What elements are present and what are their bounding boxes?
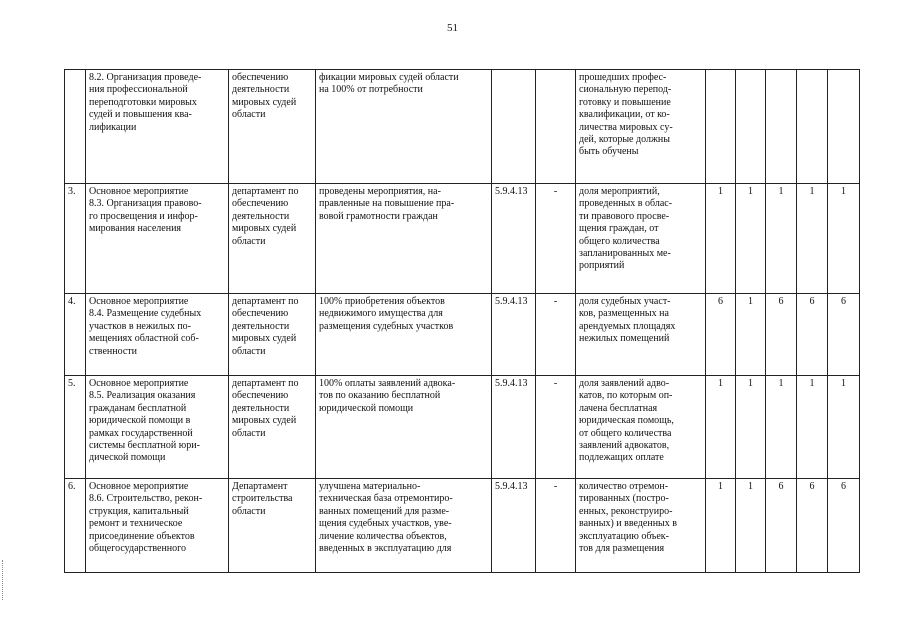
measure-cell [86,184,229,294]
executor-cell [229,376,316,479]
indicator-text: доля судебных участ- ков, размещенных на арендуемых площадях нежилых помещений [579,296,676,345]
measures-table [64,69,860,573]
indicator-cell [576,184,706,294]
value-cell: 1 [706,184,736,294]
row-number: 6. [65,479,86,573]
value-cell: 1 [736,376,766,479]
executor-cell [229,479,316,573]
table-row [65,376,860,479]
page-number: 51 [447,22,458,34]
row-number: 4. [65,294,86,376]
result-cell [316,479,492,573]
value-cell: 1 [736,184,766,294]
executor-text: Департамент строительства области [232,481,293,517]
result-text: 100% оплаты заявлений адвока- тов по оказанию бесплатной юридической помощи [319,378,456,414]
dash-cell: - [536,479,576,573]
table-row [65,294,860,376]
executor-cell [229,294,316,376]
indicator-text: прошедших профес- сиональную перепод- готовку и повышение квалификации, от ко- личества мировых су- дей, которые должны быть обучены [579,72,673,158]
code-cell [492,70,536,184]
row-number [65,70,86,184]
result-text: 100% приобретения объектов недвижимого имущества для размещения судебных участков [319,296,454,332]
executor-text: департамент по обеспечению деятельности мировых судей области [232,296,299,357]
executor-text: департамент по обеспечению деятельности мировых судей области [232,186,299,247]
table-row [65,479,860,573]
value-cell [797,70,828,184]
result-cell [316,70,492,184]
value-cell: 6 [828,294,860,376]
result-text: проведены мероприятия, на- правленные на повышение пра- вовой грамотности граждан [319,186,455,222]
result-cell [316,294,492,376]
value-cell [766,70,797,184]
indicator-cell [576,294,706,376]
table-row [65,70,860,184]
code-cell: 5.9.4.13 [492,376,536,479]
measure-cell [86,376,229,479]
indicator-cell [576,376,706,479]
dash-cell: - [536,294,576,376]
dash-cell: - [536,376,576,479]
result-cell [316,376,492,479]
row-number: 3. [65,184,86,294]
result-text: фикации мировых судей области на 100% от потребности [319,72,459,96]
measure-text: 8.2. Организация проведе- ния профессиональной переподготовки мировых судей и повышения ква- лификации [89,72,202,133]
result-text: улучшена материально- техническая база отремонтиро- ванных помещений для разме- щения судебных участков, уве- личение количества объектов, введенных в эксплуатацию для [319,481,453,555]
measure-text: Основное мероприятие 8.4. Размещение судебных участков в нежилых по- мещениях областной соб- ственности [89,296,202,357]
executor-text: департамент по обеспечению деятельности мировых судей области [232,378,299,439]
value-cell: 6 [766,479,797,573]
value-cell: 1 [828,184,860,294]
measure-text: Основное мероприятие 8.5. Реализация оказания гражданам бесплатной юридической помощи в рамках государственной системы бесплатной юри- дической помощи [89,378,200,464]
value-cell: 1 [736,294,766,376]
value-cell: 1 [766,184,797,294]
value-cell: 6 [706,294,736,376]
value-cell [828,70,860,184]
measure-cell [86,479,229,573]
result-cell [316,184,492,294]
indicator-text: доля мероприятий, проведенных в облас- ти правового просве- щения граждан, от общего количества запланированных ме- роприятий [579,186,673,272]
value-cell: 6 [828,479,860,573]
value-cell: 6 [766,294,797,376]
measure-text: Основное мероприятие 8.6. Строительство, рекон- струкция, капитальный ремонт и техническое присоединение объектов общегосударственного [89,481,203,555]
value-cell: 6 [797,294,828,376]
indicator-cell [576,70,706,184]
indicator-text: доля заявлений адво- катов, по которым оп- лачена бесплатная юридическая помощь, от общего количества заявлений адвокатов, подлежащих оплате [579,378,674,464]
indicator-cell [576,479,706,573]
table-row [65,184,860,294]
row-number: 5. [65,376,86,479]
value-cell: 1 [797,376,828,479]
executor-cell [229,70,316,184]
indicator-text: количество отремон- тированных (постро- енных, реконструиро- ванных) и введенных в эксплуатацию объек- тов для размещения [579,481,677,555]
measure-text: Основное мероприятие 8.3. Организация правово- го просвещения и инфор- мирования населения [89,186,202,235]
measure-cell [86,294,229,376]
value-cell [706,70,736,184]
code-cell: 5.9.4.13 [492,479,536,573]
scan-edge-mark [2,560,5,600]
dash-cell: - [536,184,576,294]
value-cell: 6 [797,479,828,573]
value-cell: 1 [706,479,736,573]
value-cell: 1 [797,184,828,294]
value-cell: 1 [706,376,736,479]
code-cell: 5.9.4.13 [492,184,536,294]
measure-cell [86,70,229,184]
executor-cell [229,184,316,294]
value-cell: 1 [828,376,860,479]
value-cell: 1 [736,479,766,573]
code-cell: 5.9.4.13 [492,294,536,376]
executor-text: обеспечению деятельности мировых судей области [232,72,297,121]
dash-cell [536,70,576,184]
value-cell [736,70,766,184]
value-cell: 1 [766,376,797,479]
